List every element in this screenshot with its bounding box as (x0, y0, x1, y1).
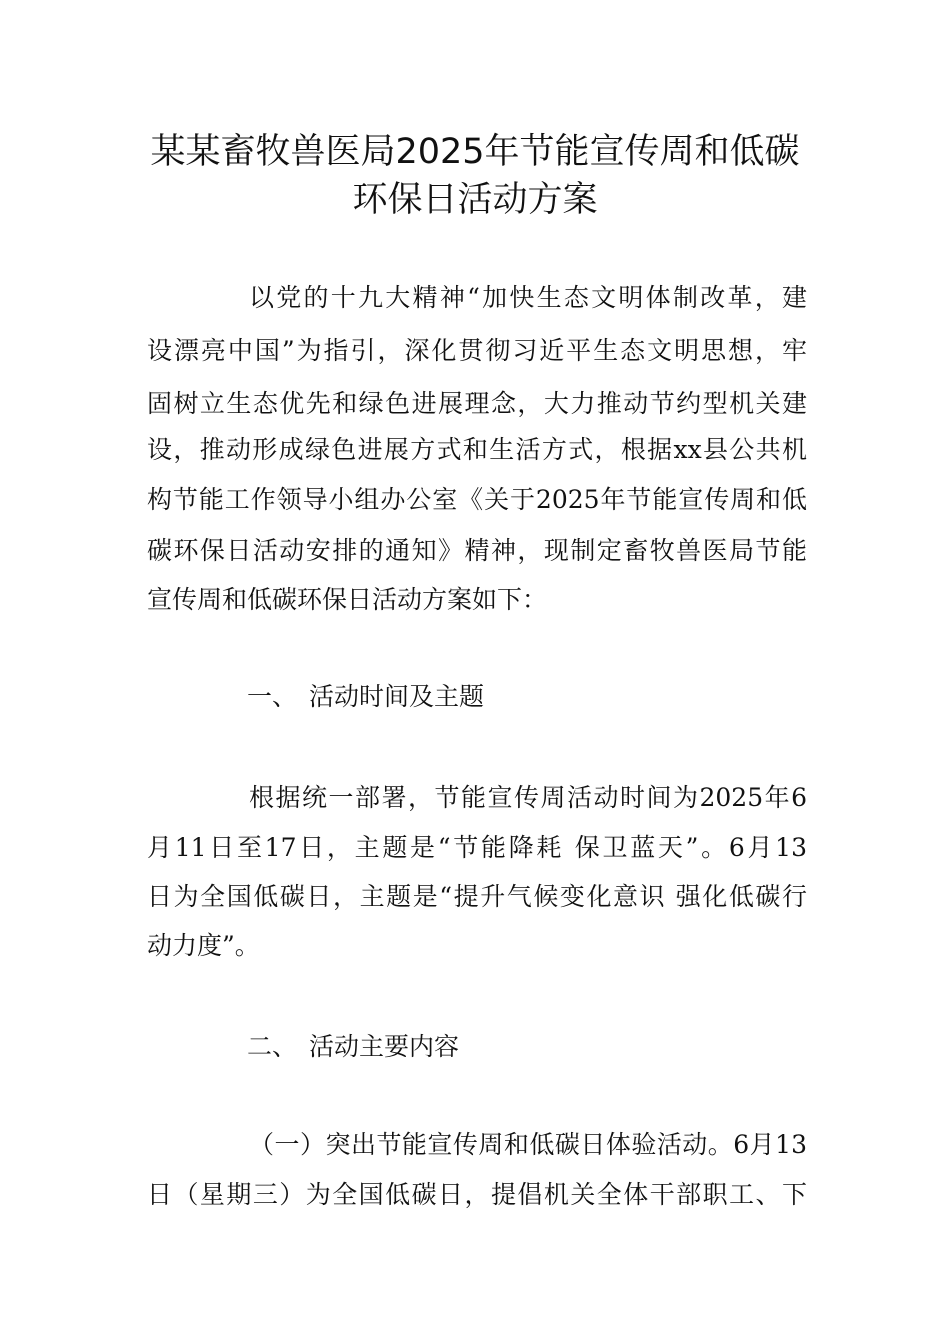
document-title-line-2: 环保日活动方案 (352, 180, 598, 220)
section-2-number: 二、 (247, 1032, 298, 1061)
intro-paragraph-line: 设，推动形成绿色进展方式和生活方式，根据xx县公共机 (147, 435, 807, 464)
section-1-paragraph-line: 根据统一部署，节能宣传周活动时间为2025年6 (249, 783, 807, 812)
section-1-heading (247, 682, 484, 712)
section-1-title: 活动时间及主题 (309, 682, 485, 711)
intro-paragraph-line: 以党的十九大精神“加快生态文明体制改革，建 (249, 283, 807, 312)
document-title-line-1: 某某畜牧兽医局2025年节能宣传周和低碳 (150, 132, 800, 172)
intro-paragraph-line: 构节能工作领导小组办公室《关于2025年节能宣传周和低 (147, 485, 807, 514)
section-2-paragraph-line: （一）突出节能宣传周和低碳日体验活动。6月13 (249, 1130, 807, 1159)
section-1-paragraph-line: 动力度”。 (147, 931, 260, 960)
section-2-paragraph-line: 日（星期三）为全国低碳日，提倡机关全体干部职工、下 (147, 1180, 807, 1209)
intro-paragraph-line: 宣传周和低碳环保日活动方案如下： (147, 585, 548, 614)
intro-paragraph-line: 设漂亮中国”为指引，深化贯彻习近平生态文明思想，牢 (147, 336, 807, 365)
section-1-paragraph-line: 月11日至17日，主题是“节能降耗 保卫蓝天”。6月13 (147, 833, 807, 862)
section-2-heading (247, 1032, 459, 1062)
intro-paragraph-line: 碳环保日活动安排的通知》精神，现制定畜牧兽医局节能 (147, 536, 807, 565)
section-1-number: 一、 (247, 682, 298, 711)
section-1-paragraph-line: 日为全国低碳日，主题是“提升气候变化意识 强化低碳行 (147, 882, 807, 911)
section-2-title: 活动主要内容 (309, 1032, 460, 1061)
intro-paragraph-line: 固树立生态优先和绿色进展理念，大力推动节约型机关建 (147, 389, 807, 418)
